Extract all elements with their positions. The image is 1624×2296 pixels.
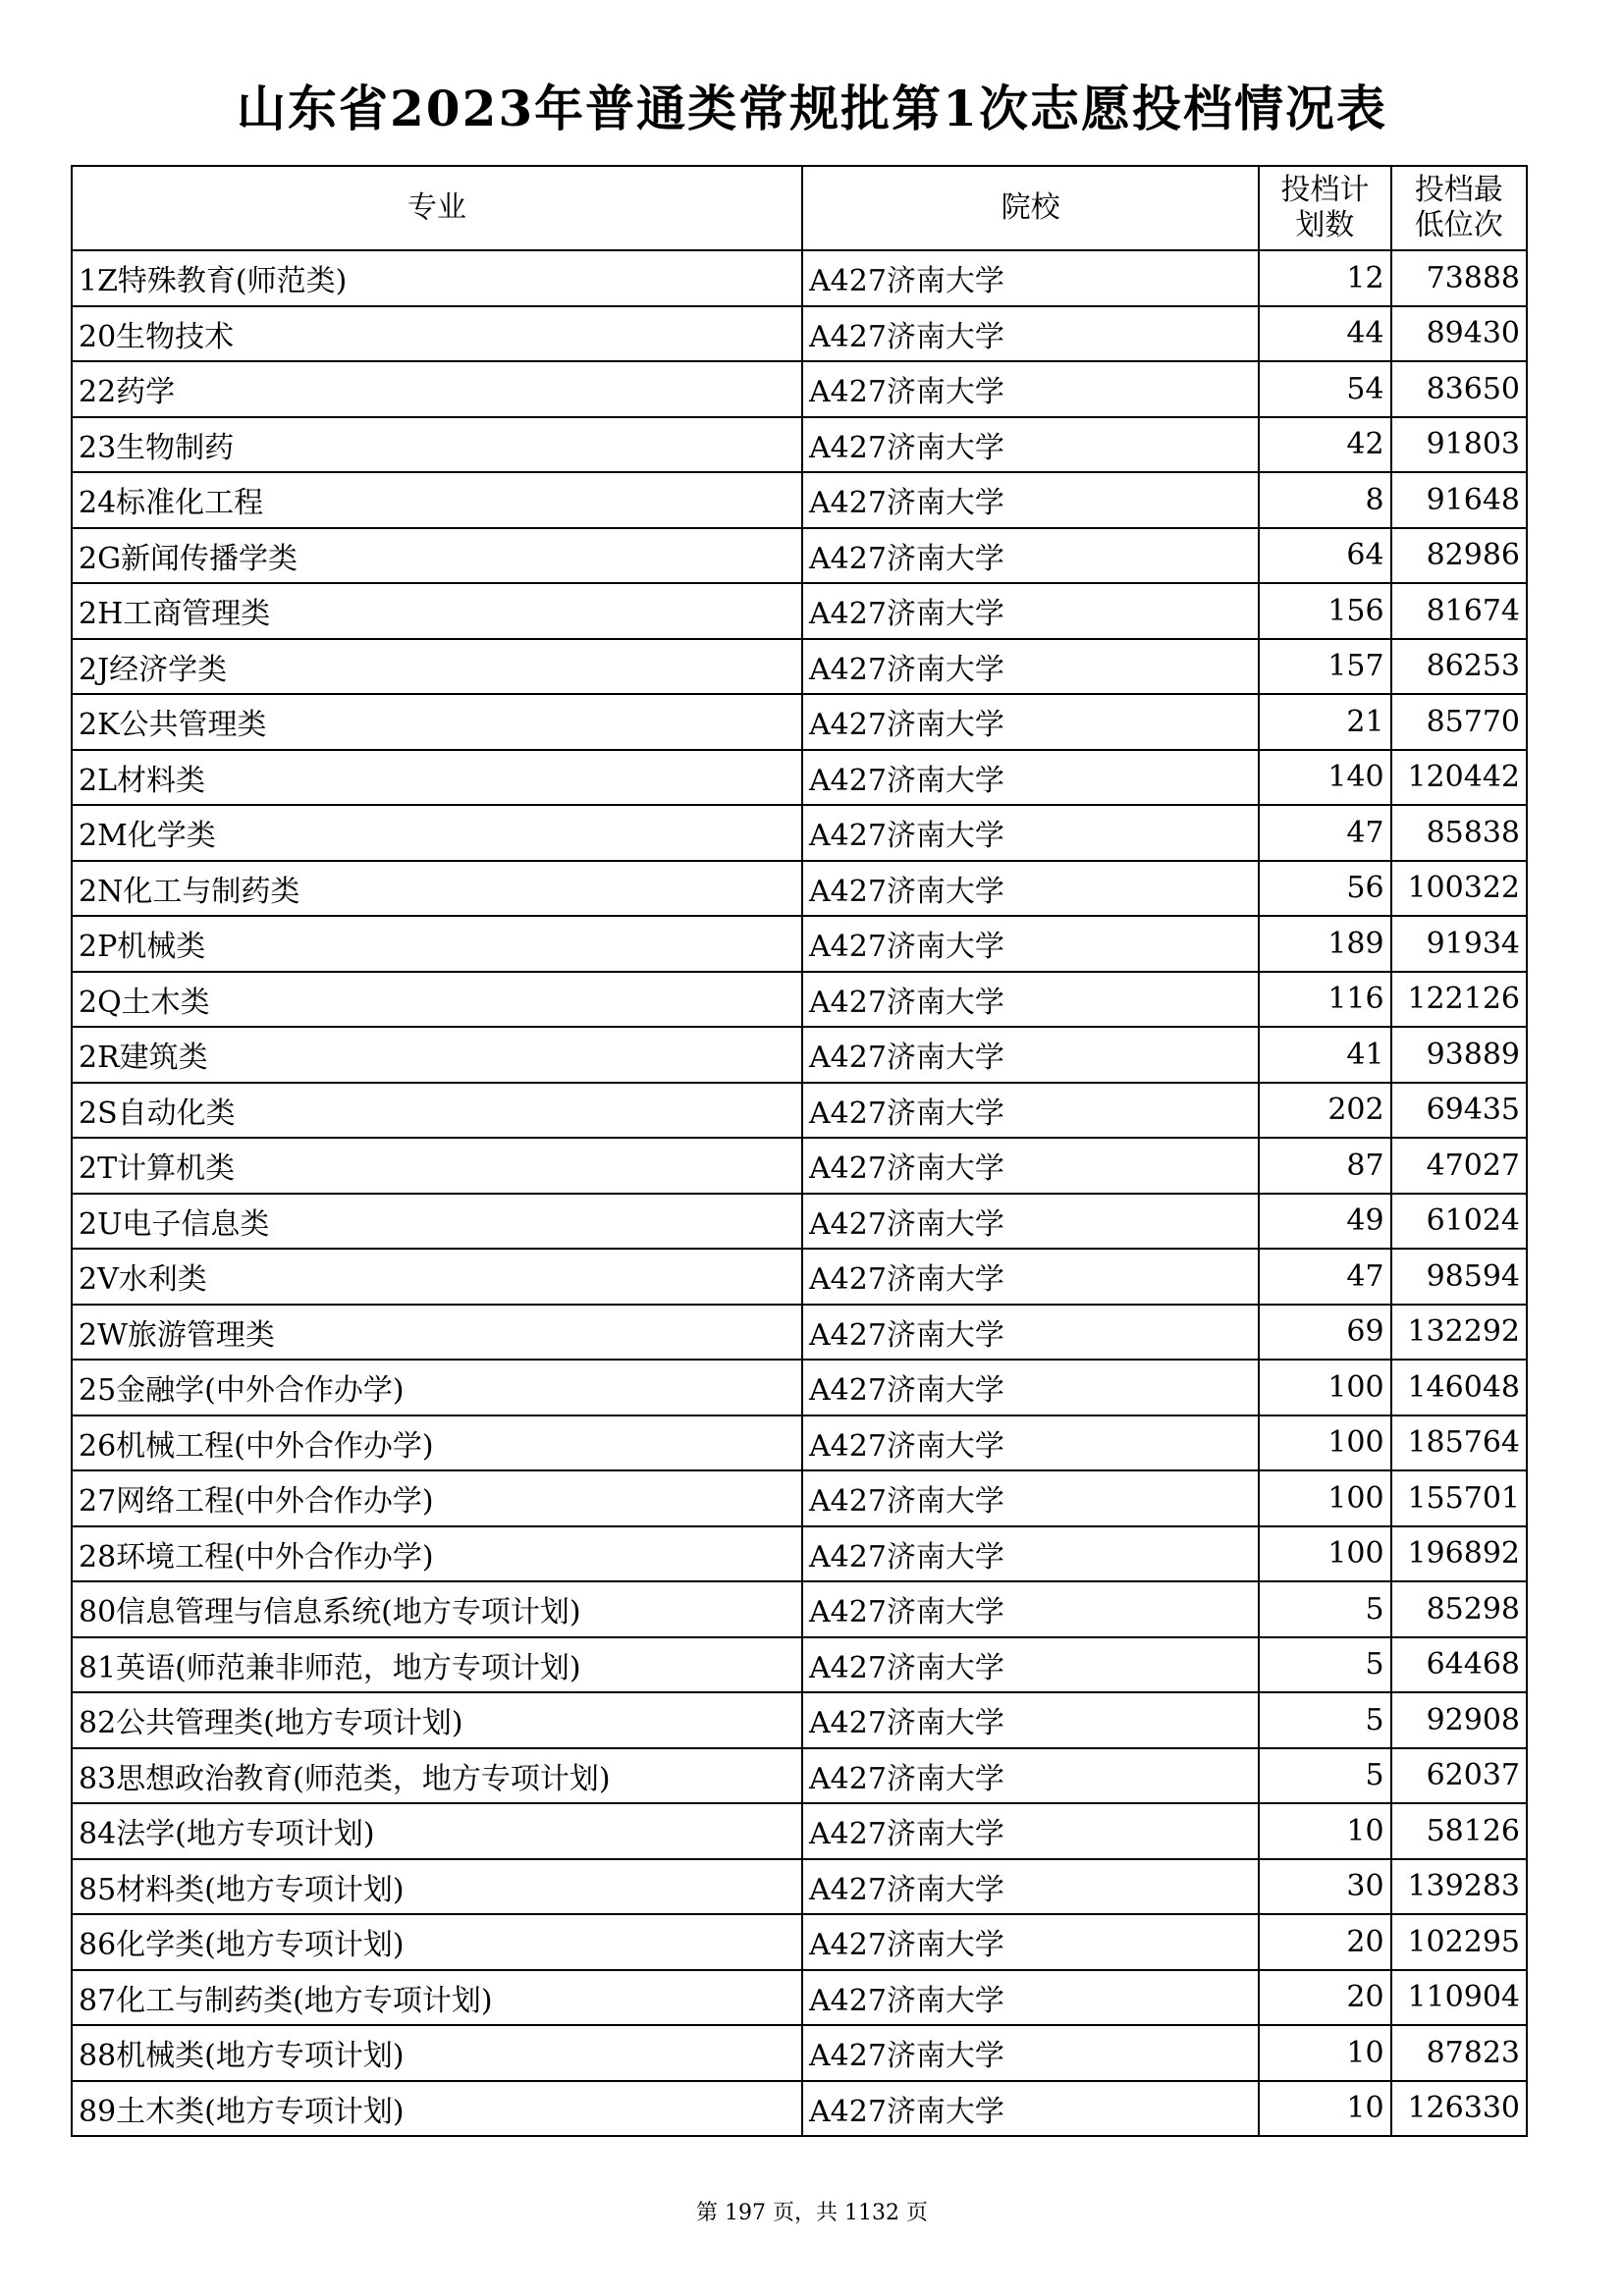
header-rank-line2: 低位次 — [1414, 208, 1503, 242]
min-rank-cell: 85838 — [1391, 805, 1527, 861]
min-rank-cell: 120442 — [1391, 750, 1527, 806]
table-row — [72, 861, 1527, 917]
table-row — [72, 2025, 1527, 2081]
school-cell: A427济南大学 — [802, 1748, 1259, 1804]
plan-count-cell: 54 — [1259, 361, 1390, 417]
min-rank-cell: 185764 — [1391, 1415, 1527, 1471]
min-rank-cell: 102295 — [1391, 1914, 1527, 1970]
plan-count-cell: 20 — [1259, 1970, 1390, 2026]
major-cell: 22药学 — [72, 361, 802, 417]
school-cell: A427济南大学 — [802, 1360, 1259, 1415]
min-rank-cell: 196892 — [1391, 1526, 1527, 1582]
plan-count-cell: 202 — [1259, 1083, 1390, 1139]
school-cell: A427济南大学 — [802, 528, 1259, 584]
plan-count-cell: 12 — [1259, 250, 1390, 306]
plan-count-cell: 49 — [1259, 1194, 1390, 1250]
table-row — [72, 361, 1527, 417]
plan-count-cell: 5 — [1259, 1748, 1390, 1804]
school-cell: A427济南大学 — [802, 1581, 1259, 1637]
major-cell: 84法学(地方专项计划) — [72, 1803, 802, 1859]
major-cell: 80信息管理与信息系统(地方专项计划) — [72, 1581, 802, 1637]
plan-count-cell: 64 — [1259, 528, 1390, 584]
plan-count-cell: 21 — [1259, 694, 1390, 750]
major-cell: 23生物制药 — [72, 417, 802, 473]
major-cell: 2Q土木类 — [72, 972, 802, 1028]
min-rank-cell: 87823 — [1391, 2025, 1527, 2081]
school-cell: A427济南大学 — [802, 1138, 1259, 1194]
school-cell: A427济南大学 — [802, 1194, 1259, 1250]
school-cell: A427济南大学 — [802, 750, 1259, 806]
table-row — [72, 1581, 1527, 1637]
school-cell: A427济南大学 — [802, 1083, 1259, 1139]
min-rank-cell: 58126 — [1391, 1803, 1527, 1859]
min-rank-cell: 61024 — [1391, 1194, 1527, 1250]
min-rank-cell: 73888 — [1391, 250, 1527, 306]
table-row — [72, 750, 1527, 806]
plan-count-cell: 5 — [1259, 1581, 1390, 1637]
school-cell: A427济南大学 — [802, 1305, 1259, 1361]
major-cell: 2T计算机类 — [72, 1138, 802, 1194]
min-rank-cell: 85770 — [1391, 694, 1527, 750]
table-row — [72, 1083, 1527, 1139]
major-cell: 28环境工程(中外合作办学) — [72, 1526, 802, 1582]
school-cell: A427济南大学 — [802, 250, 1259, 306]
header-rank-line1: 投档最 — [1414, 173, 1503, 207]
table-row — [72, 916, 1527, 972]
plan-count-cell: 30 — [1259, 1859, 1390, 1915]
major-cell: 2N化工与制药类 — [72, 861, 802, 917]
major-cell: 2K公共管理类 — [72, 694, 802, 750]
table-row — [72, 1138, 1527, 1194]
plan-count-cell: 140 — [1259, 750, 1390, 806]
school-cell: A427济南大学 — [802, 1637, 1259, 1693]
plan-count-cell: 5 — [1259, 1692, 1390, 1748]
major-cell: 20生物技术 — [72, 306, 802, 362]
min-rank-cell: 81674 — [1391, 583, 1527, 639]
major-cell: 88机械类(地方专项计划) — [72, 2025, 802, 2081]
table-row — [72, 1249, 1527, 1305]
major-cell: 2R建筑类 — [72, 1027, 802, 1083]
school-cell: A427济南大学 — [802, 861, 1259, 917]
table-row — [72, 1692, 1527, 1748]
table-row — [72, 1470, 1527, 1526]
table-row — [72, 306, 1527, 362]
plan-count-cell: 116 — [1259, 972, 1390, 1028]
table-body — [72, 250, 1527, 2136]
school-cell: A427济南大学 — [802, 1415, 1259, 1471]
table-row — [72, 250, 1527, 306]
school-cell: A427济南大学 — [802, 1803, 1259, 1859]
table-row — [72, 1803, 1527, 1859]
table-row — [72, 639, 1527, 695]
plan-count-cell: 156 — [1259, 583, 1390, 639]
table-row — [72, 805, 1527, 861]
header-plan-line1: 投档计 — [1280, 173, 1370, 207]
major-cell: 86化学类(地方专项计划) — [72, 1914, 802, 1970]
school-cell: A427济南大学 — [802, 1859, 1259, 1915]
min-rank-cell: 86253 — [1391, 639, 1527, 695]
table-row — [72, 694, 1527, 750]
min-rank-cell: 93889 — [1391, 1027, 1527, 1083]
major-cell: 83思想政治教育(师范类，地方专项计划) — [72, 1748, 802, 1804]
school-cell: A427济南大学 — [802, 1249, 1259, 1305]
min-rank-cell: 91934 — [1391, 916, 1527, 972]
header-row — [72, 166, 1527, 250]
school-cell: A427济南大学 — [802, 972, 1259, 1028]
min-rank-cell: 83650 — [1391, 361, 1527, 417]
min-rank-cell: 64468 — [1391, 1637, 1527, 1693]
min-rank-cell: 122126 — [1391, 972, 1527, 1028]
header-plan-line2: 划数 — [1295, 208, 1355, 242]
school-cell: A427济南大学 — [802, 1692, 1259, 1748]
school-cell: A427济南大学 — [802, 417, 1259, 473]
min-rank-cell: 69435 — [1391, 1083, 1527, 1139]
plan-count-cell: 41 — [1259, 1027, 1390, 1083]
school-cell: A427济南大学 — [802, 1027, 1259, 1083]
major-cell: 2S自动化类 — [72, 1083, 802, 1139]
plan-count-cell: 189 — [1259, 916, 1390, 972]
admissions-table — [71, 165, 1528, 2137]
major-cell: 82公共管理类(地方专项计划) — [72, 1692, 802, 1748]
school-cell: A427济南大学 — [802, 361, 1259, 417]
table-row — [72, 417, 1527, 473]
table-row — [72, 1194, 1527, 1250]
header-plan — [1259, 166, 1390, 250]
min-rank-cell: 82986 — [1391, 528, 1527, 584]
major-cell: 2H工商管理类 — [72, 583, 802, 639]
school-cell: A427济南大学 — [802, 472, 1259, 528]
major-cell: 2M化学类 — [72, 805, 802, 861]
page-title: 山东省2023年普通类常规批第1次志愿投档情况表 — [237, 80, 1387, 137]
table-row — [72, 583, 1527, 639]
min-rank-cell: 47027 — [1391, 1138, 1527, 1194]
major-cell: 27网络工程(中外合作办学) — [72, 1470, 802, 1526]
school-cell: A427济南大学 — [802, 2025, 1259, 2081]
table-row — [72, 528, 1527, 584]
major-cell: 24标准化工程 — [72, 472, 802, 528]
school-cell: A427济南大学 — [802, 916, 1259, 972]
plan-count-cell: 157 — [1259, 639, 1390, 695]
min-rank-cell: 98594 — [1391, 1249, 1527, 1305]
table-row — [72, 1637, 1527, 1693]
plan-count-cell: 5 — [1259, 1637, 1390, 1693]
table-row — [72, 1305, 1527, 1361]
table-row — [72, 1526, 1527, 1582]
plan-count-cell: 8 — [1259, 472, 1390, 528]
plan-count-cell: 87 — [1259, 1138, 1390, 1194]
major-cell: 1Z特殊教育(师范类) — [72, 250, 802, 306]
major-cell: 2J经济学类 — [72, 639, 802, 695]
plan-count-cell: 100 — [1259, 1470, 1390, 1526]
major-cell: 2G新闻传播学类 — [72, 528, 802, 584]
table-row — [72, 1859, 1527, 1915]
major-cell: 2L材料类 — [72, 750, 802, 806]
school-cell: A427济南大学 — [802, 2081, 1259, 2137]
school-cell: A427济南大学 — [802, 694, 1259, 750]
min-rank-cell: 91803 — [1391, 417, 1527, 473]
table-row — [72, 1748, 1527, 1804]
min-rank-cell: 62037 — [1391, 1748, 1527, 1804]
plan-count-cell: 69 — [1259, 1305, 1390, 1361]
plan-count-cell: 100 — [1259, 1415, 1390, 1471]
school-cell: A427济南大学 — [802, 1470, 1259, 1526]
table-row — [72, 1970, 1527, 2026]
major-cell: 2V水利类 — [72, 1249, 802, 1305]
major-cell: 2U电子信息类 — [72, 1194, 802, 1250]
min-rank-cell: 85298 — [1391, 1581, 1527, 1637]
table-row — [72, 972, 1527, 1028]
school-cell: A427济南大学 — [802, 1526, 1259, 1582]
min-rank-cell: 110904 — [1391, 1970, 1527, 2026]
major-cell: 81英语(师范兼非师范，地方专项计划) — [72, 1637, 802, 1693]
plan-count-cell: 56 — [1259, 861, 1390, 917]
major-cell: 25金融学(中外合作办学) — [72, 1360, 802, 1415]
plan-count-cell: 10 — [1259, 2081, 1390, 2137]
table-row — [72, 2081, 1527, 2137]
plan-count-cell: 10 — [1259, 2025, 1390, 2081]
min-rank-cell: 89430 — [1391, 306, 1527, 362]
major-cell: 26机械工程(中外合作办学) — [72, 1415, 802, 1471]
table-row — [72, 1914, 1527, 1970]
plan-count-cell: 20 — [1259, 1914, 1390, 1970]
header-rank — [1391, 166, 1527, 250]
min-rank-cell: 92908 — [1391, 1692, 1527, 1748]
major-cell: 2P机械类 — [72, 916, 802, 972]
major-cell: 2W旅游管理类 — [72, 1305, 802, 1361]
table-row — [72, 472, 1527, 528]
major-cell: 89土木类(地方专项计划) — [72, 2081, 802, 2137]
plan-count-cell: 42 — [1259, 417, 1390, 473]
plan-count-cell: 47 — [1259, 805, 1390, 861]
min-rank-cell: 132292 — [1391, 1305, 1527, 1361]
min-rank-cell: 139283 — [1391, 1859, 1527, 1915]
plan-count-cell: 44 — [1259, 306, 1390, 362]
school-cell: A427济南大学 — [802, 306, 1259, 362]
table-row — [72, 1027, 1527, 1083]
plan-count-cell: 47 — [1259, 1249, 1390, 1305]
min-rank-cell: 146048 — [1391, 1360, 1527, 1415]
school-cell: A427济南大学 — [802, 805, 1259, 861]
table-row — [72, 1360, 1527, 1415]
major-cell: 87化工与制药类(地方专项计划) — [72, 1970, 802, 2026]
min-rank-cell: 126330 — [1391, 2081, 1527, 2137]
header-school: 院校 — [802, 166, 1259, 250]
plan-count-cell: 100 — [1259, 1360, 1390, 1415]
plan-count-cell: 10 — [1259, 1803, 1390, 1859]
school-cell: A427济南大学 — [802, 639, 1259, 695]
school-cell: A427济南大学 — [802, 1970, 1259, 2026]
header-major: 专业 — [72, 166, 802, 250]
plan-count-cell: 100 — [1259, 1526, 1390, 1582]
table-row — [72, 1415, 1527, 1471]
min-rank-cell: 155701 — [1391, 1470, 1527, 1526]
major-cell: 85材料类(地方专项计划) — [72, 1859, 802, 1915]
school-cell: A427济南大学 — [802, 1914, 1259, 1970]
min-rank-cell: 91648 — [1391, 472, 1527, 528]
min-rank-cell: 100322 — [1391, 861, 1527, 917]
school-cell: A427济南大学 — [802, 583, 1259, 639]
page-footer: 第 197 页，共 1132 页 — [696, 2201, 928, 2225]
